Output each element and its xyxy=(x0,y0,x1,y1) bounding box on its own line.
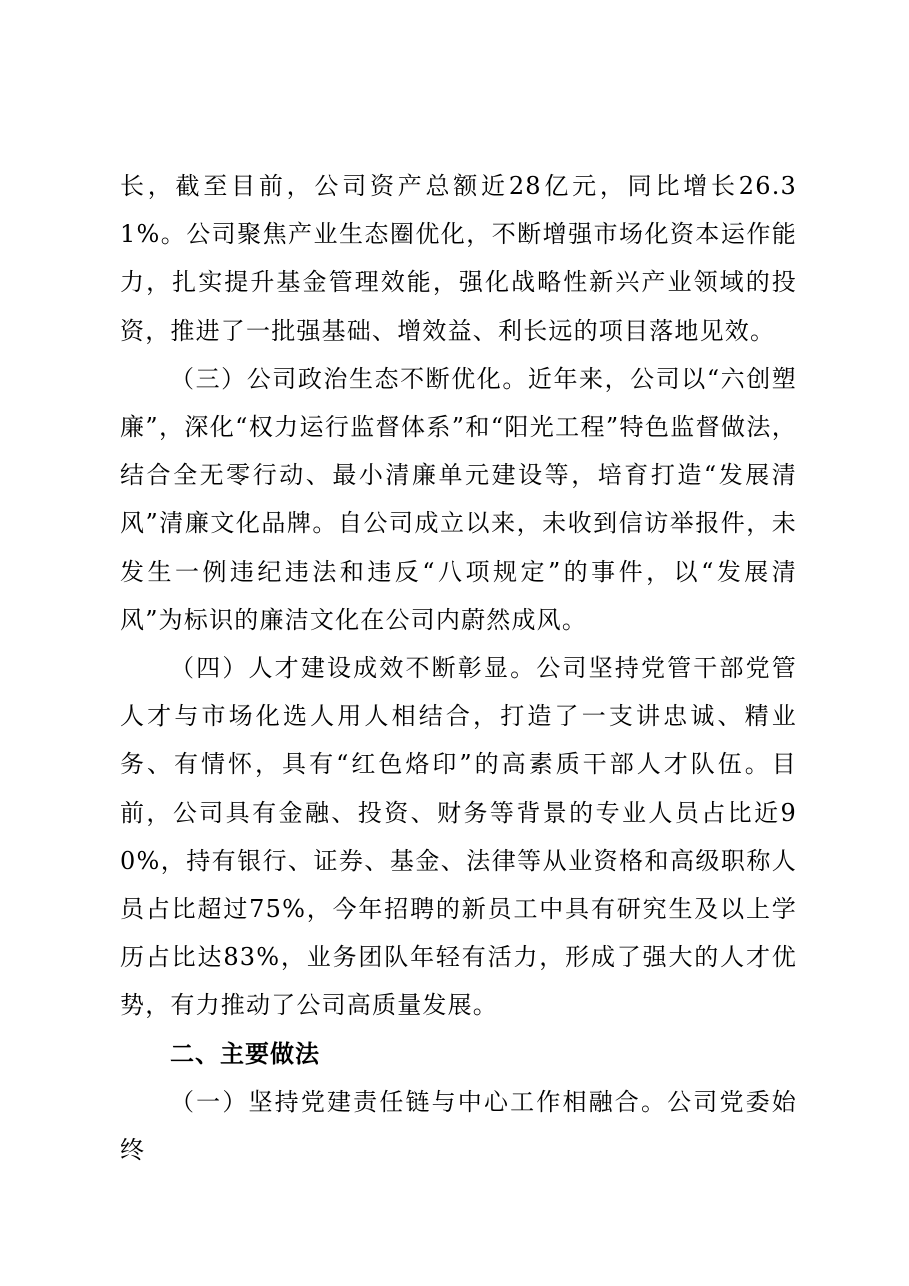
paragraph-asset-growth: 长，截至目前，公司资产总额近28亿元，同比增长26.31%。公司聚焦产业生态圈优化，不断增强市场化资本运作能力，扎实提升基金管理效能，强化战略性新兴产业领域的投资，推进了一批强基础、增效益、利长远的项目落地见效。 xyxy=(120,172,797,345)
paragraph-talent-building: （四）人才建设成效不断彰显。公司坚持党管干部党管人才与市场化选人用人相结合，打造了一支讲忠诚、精业务、有情怀，具有“红色烙印”的高素质干部人才队伍。目前，公司具有金融、投资、财务等背景的专业人员占比近90%，持有银行、证券、基金、法律等从业资格和高级职称人员占比超过75%，今年招聘的新员工中具有研究生及以上学历占比达83%，业务团队年轻有活力，形成了强大的人才优势，有力推动了公司高质量发展。 xyxy=(120,654,797,1020)
document-body xyxy=(120,162,797,1174)
section-heading-main-practices: 二、主要做法 xyxy=(170,1039,320,1068)
paragraph-party-building-responsibility: （一）坚持党建责任链与中心工作相融合。公司党委始终 xyxy=(120,1087,797,1165)
paragraph-political-ecology: （三）公司政治生态不断优化。近年来，公司以“六创塑廉”，深化“权力运行监督体系”和“阳光工程”特色监督做法，结合全无零行动、最小清廉单元建设等，培育打造“发展清风”清廉文化品牌。自公司成立以来，未收到信访举报件，未发生一例违纪违法和违反“八项规定”的事件，以“发展清风”为标识的廉洁文化在公司内蔚然成风。 xyxy=(120,364,797,634)
